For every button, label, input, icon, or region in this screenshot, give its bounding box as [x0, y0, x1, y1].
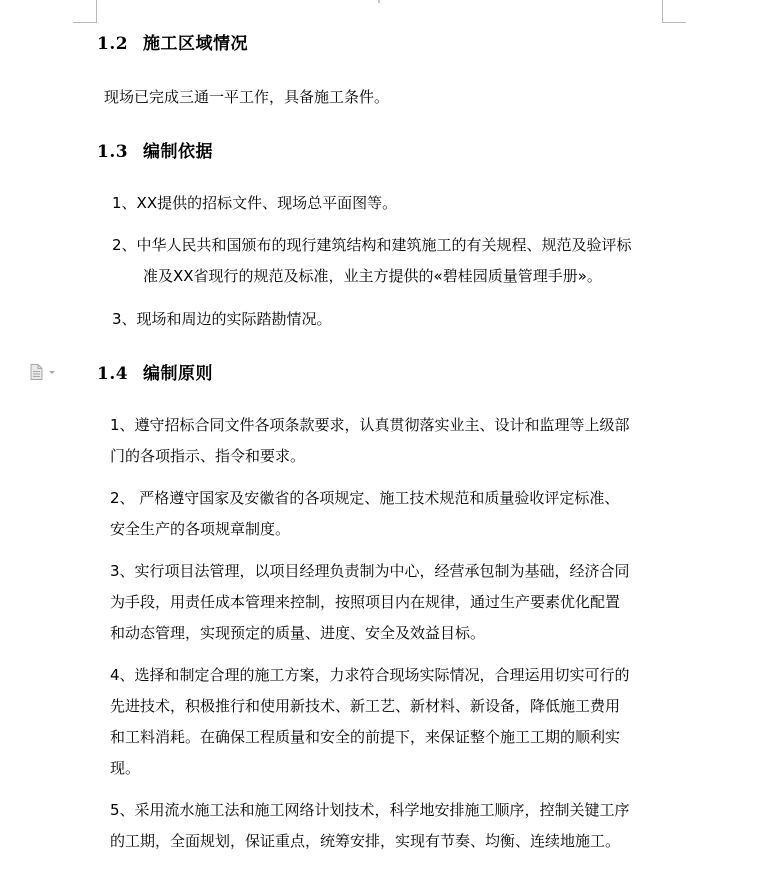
list-item-principle-4: [110, 660, 630, 784]
paragraph-line: 5、采用流水施工法和施工网络计划技术，科学地安排施工顺序，控制关键工序: [110, 801, 630, 819]
paragraph-line: 和工料消耗。在确保工程质量和安全的前提下，来保证整个施工工期的顺利实: [110, 728, 621, 746]
section-number: 1.3: [97, 142, 129, 162]
paragraph-line: 的工期，全面规划，保证重点，统筹安排，实现有节奏、均衡、连续地施工。: [110, 832, 621, 850]
paragraph-line: 现。: [110, 759, 141, 777]
crop-mark-left-horizontal: [73, 22, 97, 23]
paragraph-line: 3、实行项目法管理，以项目经理负责制为中心，经营承包制为基础，经济合同: [110, 562, 630, 580]
crop-mark-left-vertical: [96, 0, 97, 22]
paragraph-line: 门的各项指示、指令和要求。: [110, 447, 306, 465]
crop-mark-right-vertical: [662, 0, 663, 22]
list-item-basis-1: [112, 188, 397, 219]
section-heading-1-4: [97, 363, 213, 385]
paragraph-line: 和动态管理，实现预定的质量、进度、安全及效益目标。: [110, 624, 486, 642]
page-top-marker: [378, 0, 380, 3]
list-item-principle-3: [110, 556, 630, 649]
paragraph-site-status: [104, 82, 389, 113]
paragraph-line: 准及XX省现行的规范及标准，业主方提供的«碧桂园质量管理手册»。: [143, 267, 602, 285]
document-options-icon[interactable]: [30, 364, 56, 380]
section-number: 1.2: [97, 34, 129, 54]
paragraph-line: 3、现场和周边的实际踏勘情况。: [112, 310, 332, 328]
section-title: 编制原则: [143, 364, 213, 384]
paragraph-line: 安全生产的各项规章制度。: [110, 520, 291, 538]
section-title: 施工区域情况: [143, 34, 248, 54]
list-item-principle-2: [110, 483, 619, 545]
paragraph-line: 现场已完成三通一平工作，具备施工条件。: [104, 88, 390, 106]
list-item-basis-3: [112, 304, 332, 335]
section-title: 编制依据: [143, 142, 213, 162]
paragraph-line: 1、遵守招标合同文件各项条款要求，认真贯彻落实业主、设计和监理等上级部: [110, 416, 630, 434]
paragraph-line: 2、中华人民共和国颁布的现行建筑结构和建筑施工的有关规程、规范及验评标: [112, 236, 632, 254]
section-heading-1-2: [97, 33, 248, 55]
paragraph-line: 为手段，用责任成本管理来控制，按照项目内在规律，通过生产要素优化配置: [110, 593, 621, 611]
list-item-principle-5: [110, 795, 630, 857]
list-item-principle-1: [110, 410, 630, 472]
section-heading-1-3: [97, 141, 213, 163]
paragraph-line: 先进技术，积极推行和使用新技术、新工艺、新材料、新设备，降低施工费用: [110, 697, 621, 715]
crop-mark-right-horizontal: [662, 22, 686, 23]
paragraph-line: 1、XX提供的招标文件、现场总平面图等。: [112, 194, 398, 212]
paragraph-line: 4、选择和制定合理的施工方案，力求符合现场实际情况，合理运用切实可行的: [110, 666, 630, 684]
list-item-basis-2: [112, 230, 632, 292]
section-number: 1.4: [97, 364, 129, 384]
paragraph-line: 2、 严格遵守国家及安徽省的各项规定、施工技术规范和质量验收评定标准、: [110, 489, 620, 507]
